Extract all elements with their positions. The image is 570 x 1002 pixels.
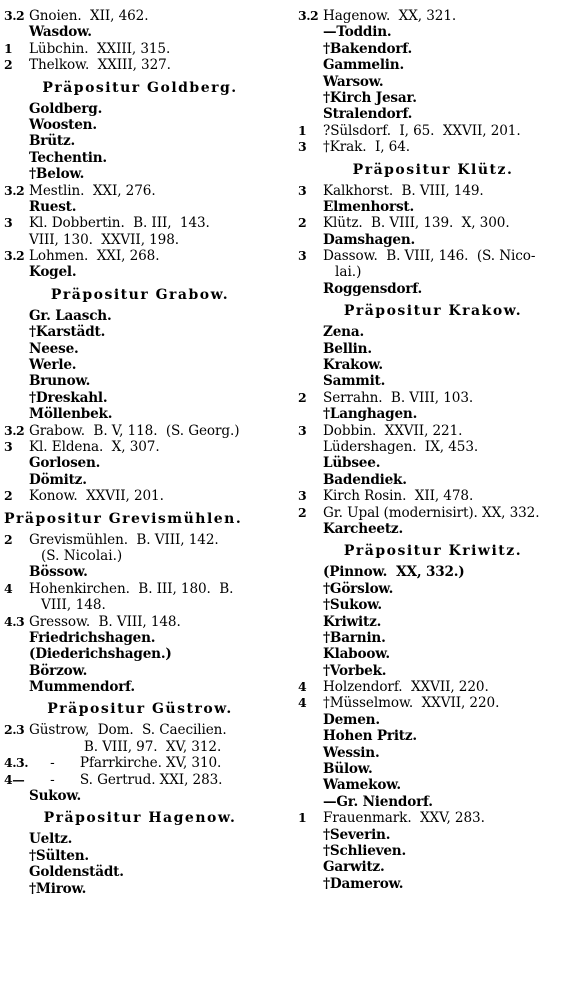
entry-number: 4: [298, 679, 307, 695]
entry-text: †Vorbek.: [323, 662, 387, 679]
register-entry: [298, 521, 568, 537]
entry-text: †Mirow.: [29, 880, 87, 897]
entry-text: Hagenow. XX, 321.: [323, 8, 457, 24]
register-entry: [298, 581, 568, 597]
entry-text: Lüdershagen. IX, 453.: [323, 438, 479, 455]
register-entry: [4, 679, 276, 695]
entry-text: †Kirch Jesar.: [323, 89, 417, 106]
register-entry: [4, 41, 276, 57]
entry-text: †Severin.: [323, 826, 391, 843]
register-entry: [298, 876, 568, 892]
entry-text: - S. Gertrud. XXI, 283.: [29, 771, 223, 788]
register-entry: [4, 739, 276, 755]
entry-text: Gorlosen.: [29, 455, 101, 472]
entry-text: †Sülten.: [29, 847, 89, 864]
register-entry: [298, 8, 568, 24]
register-entry: [298, 439, 568, 455]
register-entry: [298, 614, 568, 630]
heading-text: Präpositur Kriwitz.: [343, 543, 523, 560]
entry-number: 1: [4, 40, 13, 56]
entry-number: 4.3: [4, 613, 25, 629]
entry-text: Frauenmark. XXV, 283.: [323, 810, 485, 827]
entry-text: —Toddin.: [323, 24, 392, 41]
entry-number: 3.2: [4, 182, 25, 198]
entry-text: Warsow.: [323, 73, 384, 90]
register-entry: [4, 24, 276, 40]
entry-text: lai.): [335, 264, 362, 281]
register-entry: [4, 532, 276, 548]
register-entry: [298, 761, 568, 777]
entry-text: Goldberg.: [29, 100, 103, 117]
section-heading: [4, 284, 276, 306]
entry-number: 4: [4, 580, 13, 596]
entry-text: Möllenbek.: [29, 406, 113, 423]
register-entry: [4, 848, 276, 864]
register-entry: [4, 581, 276, 597]
entry-text: Hohenkirchen. B. III, 180. B.: [29, 580, 234, 597]
entry-text: †Schlieven.: [323, 842, 407, 859]
register-entry: [4, 215, 276, 231]
right-column: [298, 8, 568, 892]
register-entry: [298, 728, 568, 744]
register-entry: [4, 150, 276, 166]
register-entry: [4, 472, 276, 488]
register-entry: [4, 722, 276, 738]
entry-text: Dömitz.: [29, 471, 87, 488]
entry-text: Krakow.: [323, 357, 383, 374]
register-entry: [4, 831, 276, 847]
entry-text: Mestlin. XXI, 276.: [29, 182, 156, 199]
register-entry: [4, 101, 276, 117]
entry-text: Elmenhorst.: [323, 198, 415, 215]
register-entry: [4, 663, 276, 679]
entry-text: Holzendorf. XXVII, 220.: [323, 679, 489, 696]
heading-text: Präpositur Goldberg.: [42, 79, 238, 96]
register-entry: [4, 564, 276, 580]
register-entry: [298, 373, 568, 389]
entry-text: Lohmen. XXI, 268.: [29, 248, 160, 265]
entry-text: Neese.: [29, 340, 79, 357]
entry-text: Hohen Pritz.: [323, 728, 417, 745]
entry-number: 3.2: [4, 8, 25, 23]
register-entry: [298, 745, 568, 761]
entry-text: Klaboow.: [323, 646, 390, 663]
entry-number: 4: [298, 695, 307, 711]
entry-number: 2.3: [4, 722, 25, 738]
heading-text: Präpositur Grevismühlen.: [4, 510, 243, 527]
entry-number: 3: [298, 139, 307, 155]
entry-text: Gressow. B. VIII, 148.: [29, 613, 181, 630]
register-entry: [4, 166, 276, 182]
register-entry: [4, 308, 276, 324]
register-entry: [298, 488, 568, 504]
entry-number: 3: [4, 215, 13, 231]
section-heading: [298, 159, 568, 181]
register-entry: [298, 183, 568, 199]
entry-text: †Damerow.: [323, 875, 404, 892]
register-entry: [298, 455, 568, 471]
entry-text: Bülow.: [323, 761, 373, 778]
register-entry: [298, 630, 568, 646]
register-entry: [4, 232, 276, 248]
register-entry: [298, 390, 568, 406]
entry-text: †Barnin.: [323, 629, 386, 646]
entry-text: Bellin.: [323, 340, 372, 357]
entry-text: Güstrow, Dom. S. Caecilien.: [29, 722, 227, 739]
entry-text: Friedrichshagen.: [29, 629, 156, 646]
entry-text: Goldenstädt.: [29, 864, 124, 881]
register-entry: [298, 859, 568, 875]
section-heading: [4, 508, 276, 530]
register-entry: [298, 57, 568, 73]
entry-text: Ruest.: [29, 198, 77, 215]
entry-text: Demen.: [323, 711, 380, 728]
register-entry: [4, 788, 276, 804]
entry-text: (S. Nicolai.): [41, 547, 123, 564]
register-entry: [298, 215, 568, 231]
entry-number: 3: [4, 438, 13, 454]
register-entry: [298, 794, 568, 810]
entry-text: Kriwitz.: [323, 613, 382, 630]
entry-text: Kogel.: [29, 264, 77, 281]
register-entry: [4, 548, 276, 564]
entry-text: Gnoien. XII, 462.: [29, 8, 149, 24]
entry-text: Kl. Dobbertin. B. III, 143.: [29, 215, 210, 232]
entry-text: Techentin.: [29, 149, 107, 166]
register-entry: [4, 341, 276, 357]
entry-text: (Diederichshagen.): [29, 646, 172, 663]
entry-text: Sammit.: [323, 373, 386, 390]
register-entry: [4, 199, 276, 215]
entry-text: Sukow.: [29, 788, 82, 805]
register-entry: [298, 564, 568, 580]
left-column: [4, 8, 276, 897]
entry-number: 2: [298, 389, 307, 405]
entry-number: 2: [4, 531, 13, 547]
entry-text: Damshagen.: [323, 231, 416, 248]
register-entry: [298, 74, 568, 90]
register-entry: [4, 183, 276, 199]
entry-number: 2: [298, 504, 307, 520]
section-heading: [4, 698, 276, 720]
heading-text: Präpositur Klütz.: [352, 161, 514, 178]
entry-text: Wasdow.: [29, 24, 92, 41]
register-entry: [298, 810, 568, 826]
register-entry: [298, 341, 568, 357]
entry-text: Dobbin. XXVII, 221.: [323, 422, 463, 439]
register-entry: [4, 455, 276, 471]
entry-text: B. VIII, 97. XV, 312.: [29, 738, 222, 755]
entry-text: Kl. Eldena. X, 307.: [29, 438, 160, 455]
register-entry: [4, 406, 276, 422]
heading-text: Präpositur Güstrow.: [47, 701, 233, 718]
entry-text: Stralendorf.: [323, 106, 413, 123]
register-entry: [298, 406, 568, 422]
entry-number: 3: [298, 182, 307, 198]
entry-number: 3: [298, 422, 307, 438]
section-heading: [298, 300, 568, 322]
register-entry: [4, 8, 276, 24]
register-entry: [4, 423, 276, 439]
register-entry: [298, 646, 568, 662]
entry-text: Brütz.: [29, 133, 76, 150]
entry-text: ?Sülsdorf. I, 65. XXVII, 201.: [323, 122, 521, 139]
register-entry: [298, 106, 568, 122]
entry-text: Thelkow. XXIII, 327.: [29, 57, 171, 74]
register-entry: [4, 57, 276, 73]
entry-text: Lübchin. XXIII, 315.: [29, 40, 171, 57]
register-entry: [4, 324, 276, 340]
register-entry: [4, 646, 276, 662]
entry-number: 3.2: [4, 248, 25, 264]
register-entry: [4, 439, 276, 455]
entry-text: Kalkhorst. B. VIII, 149.: [323, 182, 484, 199]
register-entry: [298, 597, 568, 613]
entry-text: †Dreskahl.: [29, 389, 108, 406]
entry-number: 3.2: [4, 422, 25, 438]
register-entry: [298, 843, 568, 859]
register-entry: [298, 281, 568, 297]
entry-text: Lübsee.: [323, 455, 381, 472]
entry-text: †Krak. I, 64.: [323, 139, 410, 156]
register-entry: [298, 264, 568, 280]
register-entry: [4, 772, 276, 788]
register-entry: [298, 827, 568, 843]
entry-text: †Bakendorf.: [323, 40, 412, 57]
entry-text: Karcheetz.: [323, 520, 403, 537]
register-entry: [298, 505, 568, 521]
entry-text: Werle.: [29, 357, 77, 374]
register-entry: [4, 614, 276, 630]
register-entry: [4, 373, 276, 389]
section-heading: [298, 540, 568, 562]
register-entry: [4, 630, 276, 646]
entry-text: VIII, 148.: [41, 597, 106, 614]
section-heading: [4, 77, 276, 99]
entry-text: Gr. Laasch.: [29, 307, 112, 324]
entry-text: †Below.: [29, 166, 85, 183]
entry-text: Klütz. B. VIII, 139. X, 300.: [323, 215, 510, 232]
entry-number: 1: [298, 810, 307, 826]
entry-text: Gammelin.: [323, 57, 404, 74]
register-entry: [4, 881, 276, 897]
entry-text: Grevismühlen. B. VIII, 142.: [29, 531, 219, 548]
register-entry: [4, 264, 276, 280]
section-heading: [4, 807, 276, 829]
entry-text: Grabow. B. V, 118. (S. Georg.): [29, 422, 240, 439]
entry-text: Ueltz.: [29, 831, 73, 848]
entry-number: 2: [4, 57, 13, 73]
register-entry: [298, 679, 568, 695]
register-entry: [4, 117, 276, 133]
entry-text: Börzow.: [29, 662, 88, 679]
entry-text: †Langhagen.: [323, 406, 418, 423]
register-entry: [298, 41, 568, 57]
register-entry: [298, 712, 568, 728]
register-entry: [298, 139, 568, 155]
entry-text: (Pinnow. XX, 332.): [323, 564, 465, 581]
register-entry: [4, 248, 276, 264]
entry-number: 3: [298, 248, 307, 264]
heading-text: Präpositur Hagenow.: [43, 810, 237, 827]
register-entry: [298, 123, 568, 139]
register-entry: [298, 472, 568, 488]
register-entry: [298, 199, 568, 215]
register-entry: [4, 488, 276, 504]
register-entry: [298, 232, 568, 248]
register-entry: [4, 597, 276, 613]
entry-number: 4.3.: [4, 755, 29, 771]
register-entry: [298, 695, 568, 711]
register-entry: [298, 423, 568, 439]
heading-text: Präpositur Krakow.: [343, 303, 523, 320]
register-entry: [298, 324, 568, 340]
entry-number: 3.2: [298, 8, 319, 23]
entry-text: Bössow.: [29, 564, 88, 581]
entry-text: Konow. XXVII, 201.: [29, 488, 164, 505]
register-entry: [4, 864, 276, 880]
entry-text: Dassow. B. VIII, 146. (S. Nico-: [323, 248, 536, 265]
register-entry: [298, 663, 568, 679]
register-entry: [298, 24, 568, 40]
entry-text: Brunow.: [29, 373, 91, 390]
entry-text: Woosten.: [29, 116, 97, 133]
register-entry: [4, 357, 276, 373]
entry-text: —Gr. Niendorf.: [323, 793, 433, 810]
register-entry: [298, 357, 568, 373]
register-entry: [298, 777, 568, 793]
entry-text: Wessin.: [323, 744, 380, 761]
entry-text: †Görslow.: [323, 580, 394, 597]
entry-text: Zena.: [323, 324, 364, 341]
entry-text: Badendiek.: [323, 471, 407, 488]
register-entry: [298, 90, 568, 106]
entry-text: Garwitz.: [323, 859, 385, 876]
entry-text: VIII, 130. XXVII, 198.: [29, 231, 179, 248]
entry-text: Mummendorf.: [29, 679, 135, 696]
entry-text: Wamekow.: [323, 777, 401, 794]
entry-number: 4—: [4, 771, 25, 787]
entry-text: †Sukow.: [323, 597, 382, 614]
heading-text: Präpositur Grabow.: [50, 286, 230, 303]
entry-number: 1: [298, 122, 307, 138]
register-entry: [4, 133, 276, 149]
entry-text: Roggensdorf.: [323, 280, 422, 297]
entry-number: 3: [298, 488, 307, 504]
register-entry: [4, 755, 276, 771]
entry-text: †Müsselmow. XXVII, 220.: [323, 695, 500, 712]
entry-number: 2: [4, 488, 13, 504]
entry-text: †Karstädt.: [29, 324, 106, 341]
entry-text: Kirch Rosin. XII, 478.: [323, 488, 474, 505]
entry-text: Gr. Upal (modernisirt). XX, 332.: [323, 504, 540, 521]
entry-text: - Pfarrkirche. XV, 310.: [29, 755, 222, 772]
entry-text: Serrahn. B. VIII, 103.: [323, 389, 474, 406]
register-entry: [4, 390, 276, 406]
register-entry: [298, 248, 568, 264]
entry-number: 2: [298, 215, 307, 231]
